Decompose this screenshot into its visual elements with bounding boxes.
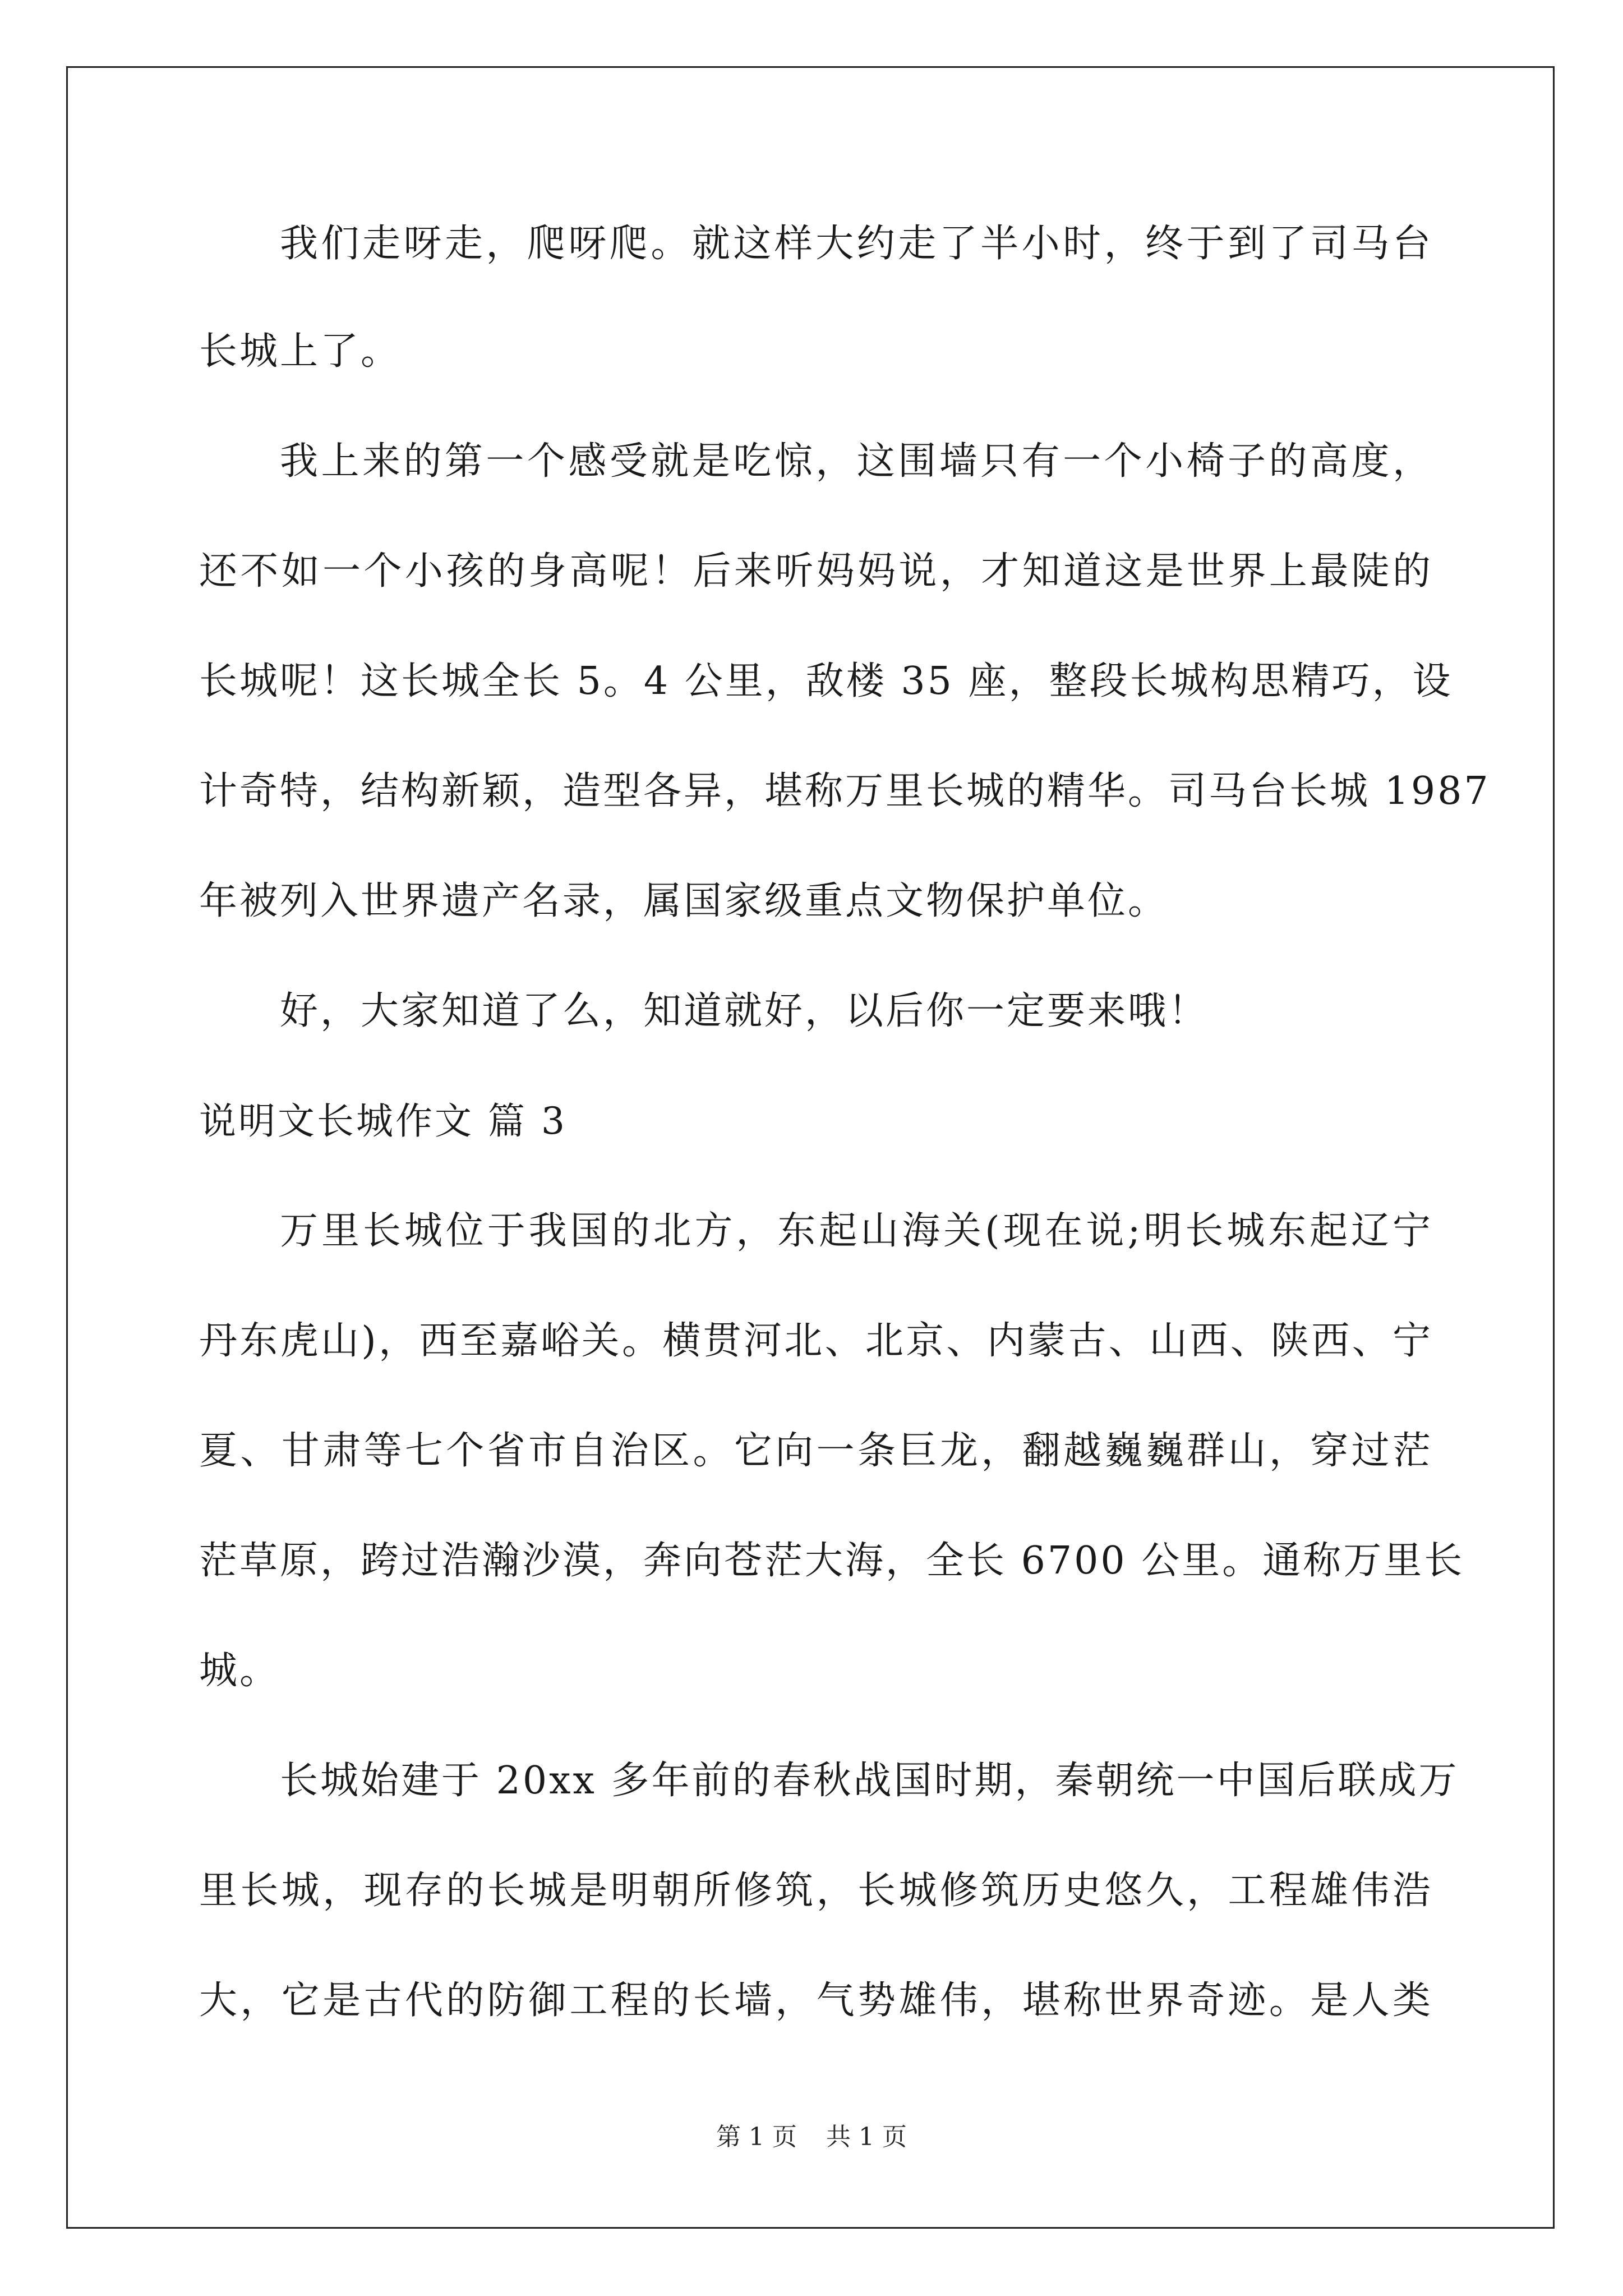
page-total: 共 1 页 <box>826 2123 907 2151</box>
paragraph-line: 大，它是古代的防御工程的长墙，气势雄伟，堪称世界奇迹。是人类 <box>199 1978 1433 2023</box>
paragraph-line: 年被列入世界遗产名录，属国家级重点文物保护单位。 <box>199 879 1169 923</box>
paragraph-line: 茫草原，跨过浩瀚沙漠，奔向苍茫大海，全长 6700 公里。通称万里长 <box>199 1539 1465 1583</box>
paragraph-line: 还不如一个小孩的身高呢！后来听妈妈说，才知道这是世界上最陡的 <box>199 549 1433 593</box>
page-number: 第 1 页 <box>716 2123 797 2151</box>
paragraph-line: 里长城，现存的长城是明朝所修筑，长城修筑历史悠久，工程雄伟浩 <box>199 1869 1433 1913</box>
paragraph-line: 长城呢！这长城全长 5。4 公里，敌楼 35 座，整段长城构思精巧，设 <box>199 659 1453 703</box>
paragraph-line: 夏、甘肃等七个省市自治区。它向一条巨龙，翻越巍巍群山，穿过茫 <box>199 1429 1433 1473</box>
paragraph-line: 我们走呀走，爬呀爬。就这样大约走了半小时，终于到了司马台 <box>280 222 1433 266</box>
paragraph-line: 长城上了。 <box>199 329 402 374</box>
paragraph-line: 长城始建于 20xx 多年前的春秋战国时期，秦朝统一中国后联成万 <box>280 1759 1459 1803</box>
paragraph-line: 丹东虎山)，西至嘉峪关。横贯河北、北京、内蒙古、山西、陕西、宁 <box>199 1319 1433 1363</box>
section-heading: 说明文长城作文 篇 3 <box>199 1099 567 1143</box>
paragraph-line: 计奇特，结构新颖，造型各异，堪称万里长城的精华。司马台长城 1987 <box>199 769 1491 813</box>
paragraph-line: 好，大家知道了么，知道就好，以后你一定要来哦！ <box>280 989 1209 1033</box>
page-footer <box>0 2120 1623 2154</box>
paragraph-line: 城。 <box>199 1649 280 1693</box>
paragraph-line: 万里长城位于我国的北方，东起山海关(现在说;明长城东起辽宁 <box>280 1209 1433 1253</box>
paragraph-line: 我上来的第一个感受就是吃惊，这围墙只有一个小椅子的高度， <box>280 439 1433 484</box>
